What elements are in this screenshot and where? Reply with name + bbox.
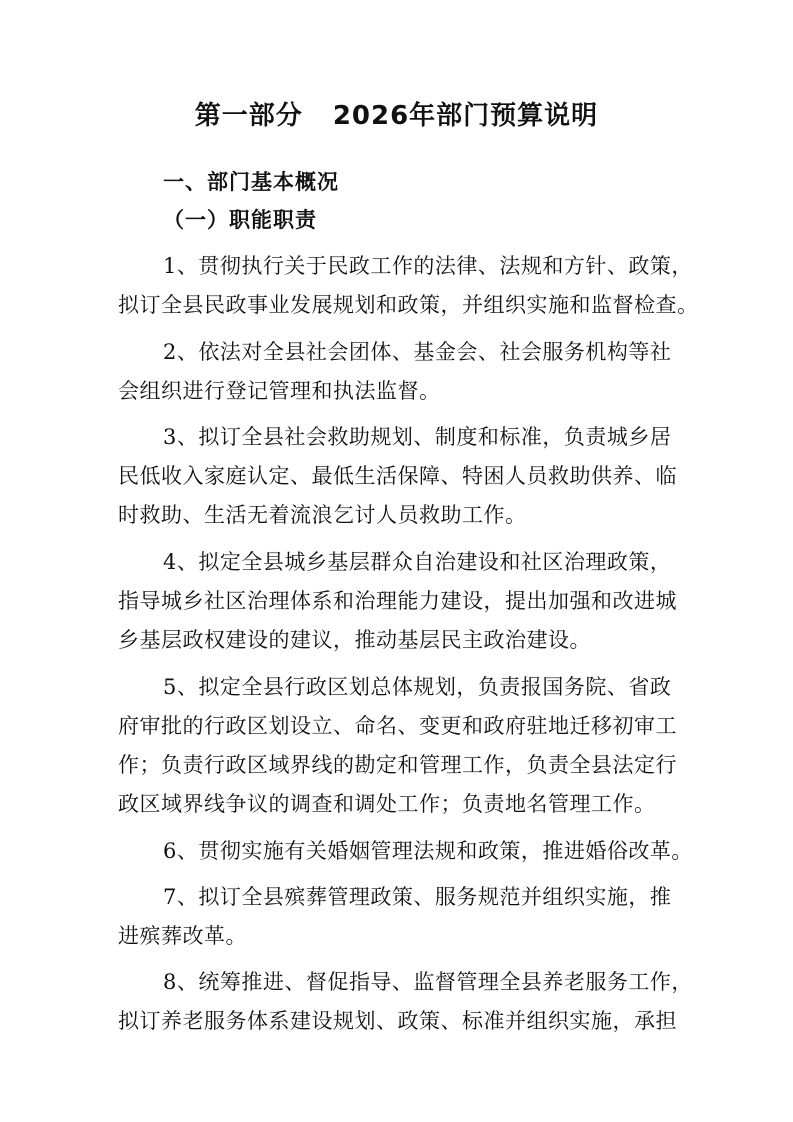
paragraph-line: 5、拟定全县行政区划总体规划，负责报国务院、省政 xyxy=(163,675,672,699)
paragraph-line: 3、拟订全县社会救助规划、制度和标准，负责城乡居 xyxy=(163,425,672,449)
paragraph-line: 指导城乡社区治理体系和治理能力建设，提出加强和改进城 xyxy=(118,589,677,613)
title-text: 2026年部门预算说明 xyxy=(332,101,599,131)
paragraph-line: 8、统筹推进、督促指导、监督管理全县养老服务工作， xyxy=(163,970,693,994)
paragraph-line: 乡基层政权建设的建议，推动基层民主政治建设。 xyxy=(118,628,591,652)
paragraph-line: 作；负责行政区域界线的勘定和管理工作，负责全县法定行 xyxy=(118,753,677,777)
page-title xyxy=(0,96,793,136)
paragraph-line: 会组织进行登记管理和执法监督。 xyxy=(118,379,441,403)
subsection-heading: （一）职能职责 xyxy=(163,208,317,232)
paragraph-line: 府审批的行政区划设立、命名、变更和政府驻地迁移初审工 xyxy=(118,714,677,738)
paragraph-line: 时救助、生活无着流浪乞讨人员救助工作。 xyxy=(118,503,527,527)
section-heading: 一、部门基本概况 xyxy=(163,170,339,194)
paragraph-line: 2、依法对全县社会团体、基金会、社会服务机构等社 xyxy=(163,340,672,364)
paragraph-line: 拟订全县民政事业发展规划和政策，并组织实施和监督检查。 xyxy=(118,293,699,317)
paragraph-line: 民低收入家庭认定、最低生活保障、特困人员救助供养、临 xyxy=(118,464,677,488)
title-part: 第一部分 xyxy=(194,101,303,131)
paragraph-line: 政区域界线争议的调查和调处工作；负责地名管理工作。 xyxy=(118,792,656,816)
paragraph-line: 7、拟订全县殡葬管理政策、服务规范并组织实施，推 xyxy=(163,885,672,909)
paragraph-line: 4、拟定全县城乡基层群众自治建设和社区治理政策， xyxy=(163,550,672,574)
paragraph-line: 拟订养老服务体系建设规划、政策、标准并组织实施，承担 xyxy=(118,1009,677,1033)
paragraph-line: 1、贯彻执行关于民政工作的法律、法规和方针、政策， xyxy=(163,254,693,278)
paragraph-line: 进殡葬改革。 xyxy=(118,924,247,948)
paragraph-line: 6、贯彻实施有关婚姻管理法规和政策，推进婚俗改革。 xyxy=(163,839,693,863)
